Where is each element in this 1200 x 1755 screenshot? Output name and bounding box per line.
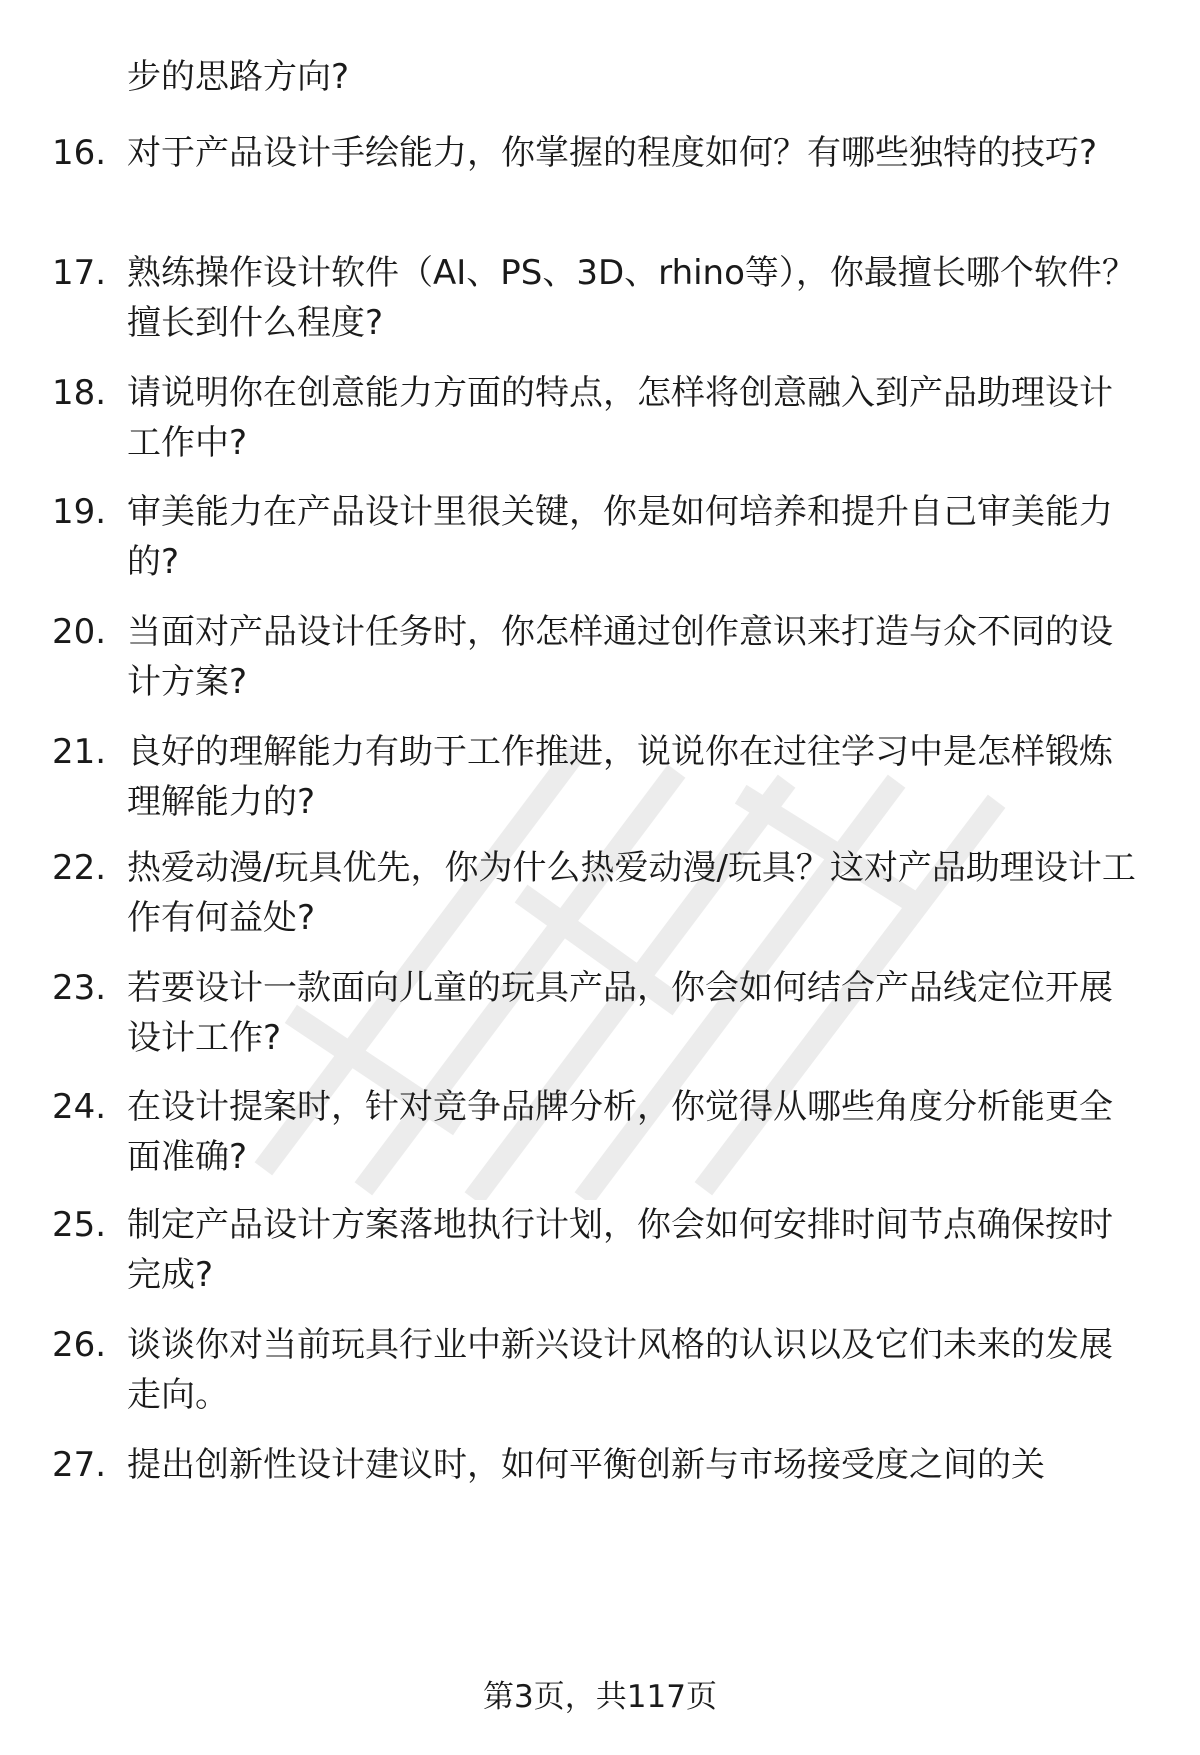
question-number: 17. xyxy=(52,253,107,293)
list-item xyxy=(52,487,1152,587)
continuation-text: 步的思路方向? xyxy=(127,57,350,97)
list-item xyxy=(52,843,1152,943)
question-number: 24. xyxy=(52,1087,107,1127)
list-item xyxy=(52,1082,1152,1182)
list-item xyxy=(52,1440,1152,1490)
question-number: 20. xyxy=(52,612,107,652)
list-item xyxy=(52,248,1152,348)
list-item xyxy=(52,128,1152,178)
question-text: 请说明你在创意能力方面的特点，怎样将创意融入到产品助理设计工作中? xyxy=(127,373,1113,463)
question-text: 对于产品设计手绘能力，你掌握的程度如何？有哪些独特的技巧? xyxy=(127,133,1098,173)
question-number: 23. xyxy=(52,968,107,1008)
question-text: 在设计提案时，针对竞争品牌分析，你觉得从哪些角度分析能更全面准确? xyxy=(127,1087,1113,1177)
question-text: 熟练操作设计软件（AI、PS、3D、rhino等），你最擅长哪个软件？擅长到什么程度? xyxy=(127,253,1136,343)
question-text: 制定产品设计方案落地执行计划，你会如何安排时间节点确保按时完成? xyxy=(127,1205,1113,1295)
list-item xyxy=(52,963,1152,1063)
question-number: 19. xyxy=(52,492,107,532)
question-number: 16. xyxy=(52,133,107,173)
question-text: 谈谈你对当前玩具行业中新兴设计风格的认识以及它们未来的发展走向。 xyxy=(127,1325,1113,1415)
list-item xyxy=(52,727,1152,827)
question-number: 27. xyxy=(52,1445,107,1485)
page-footer: 第3页，共117页 xyxy=(483,1679,717,1715)
list-item xyxy=(52,1320,1152,1420)
question-number: 18. xyxy=(52,373,107,413)
question-number: 25. xyxy=(52,1205,107,1245)
list-item xyxy=(52,1200,1152,1300)
question-number: 22. xyxy=(52,848,107,888)
question-text: 若要设计一款面向儿童的玩具产品，你会如何结合产品线定位开展设计工作? xyxy=(127,968,1113,1058)
question-number: 26. xyxy=(52,1325,107,1365)
list-item xyxy=(52,368,1152,468)
question-text: 良好的理解能力有助于工作推进，说说你在过往学习中是怎样锻炼理解能力的? xyxy=(127,732,1113,822)
question-text: 审美能力在产品设计里很关键，你是如何培养和提升自己审美能力的? xyxy=(127,492,1113,582)
question-text: 热爱动漫/玩具优先，你为什么热爱动漫/玩具？这对产品助理设计工作有何益处? xyxy=(127,848,1136,938)
question-number: 21. xyxy=(52,732,107,772)
question-text: 当面对产品设计任务时，你怎样通过创作意识来打造与众不同的设计方案? xyxy=(127,612,1113,702)
question-text: 提出创新性设计建议时，如何平衡创新与市场接受度之间的关 xyxy=(127,1445,1045,1485)
list-item xyxy=(52,607,1152,707)
